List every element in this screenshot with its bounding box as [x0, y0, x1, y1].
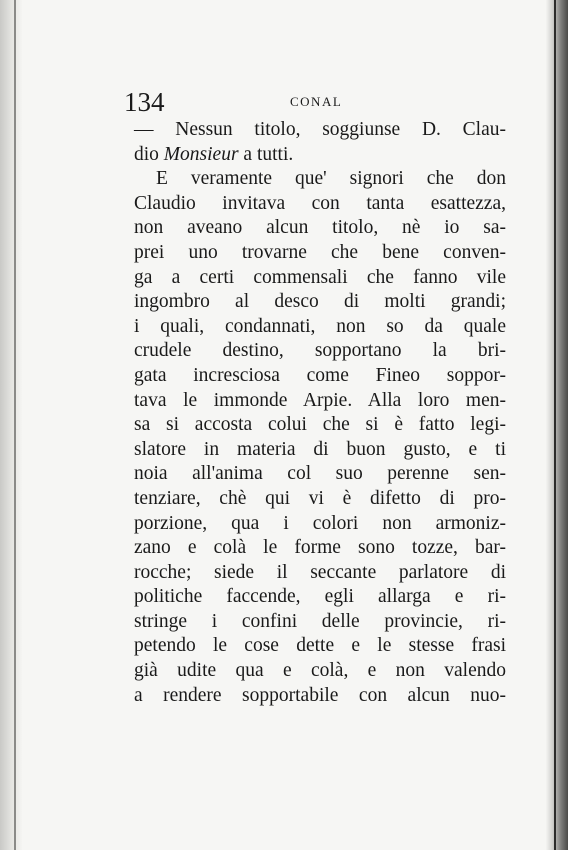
page-header [124, 88, 506, 116]
page-number: 134 [124, 87, 165, 117]
text-line: tava le immonde Arpie. Alla loro men- [134, 389, 506, 411]
text-line: ingombro al desco di molti grandi; [134, 291, 506, 313]
text-line: ga a certi commensali che fanno vile [134, 266, 506, 288]
text-line: E veramente que' signori che don [156, 168, 506, 190]
page-right-border-line [554, 0, 556, 850]
text-fragment: dio [134, 143, 164, 165]
running-title: CONAL [290, 94, 343, 109]
text-line: già udite qua e colà, e non valendo [134, 660, 506, 682]
text-line: Claudio invitava con tanta esattezza, [134, 192, 506, 214]
text-line: rocche; siede il seccante parlatore di [134, 561, 506, 583]
body-text [134, 118, 506, 708]
italic-word: Monsieur [163, 143, 239, 165]
text-line: noia all'anima col suo perenne sen- [134, 463, 506, 485]
text-line: a rendere sopportabile con alcun nuo- [134, 684, 506, 706]
text-line: stringe i confini delle provincie, ri- [134, 610, 506, 632]
text-line: gata incresciosa come Fineo soppor- [134, 364, 506, 386]
text-line: slatore in materia di buon gusto, e ti [134, 438, 506, 460]
text-fragment: a tutti. [238, 143, 294, 165]
page-left-border-line [14, 0, 16, 850]
text-line: tenziare, chè qui vi è difetto di pro- [134, 487, 506, 509]
text-line: — Nessun titolo, soggiunse D. Clau- [134, 119, 506, 140]
text-line [134, 143, 506, 168]
text-line: petendo le cose dette e le stesse frasi [134, 635, 506, 657]
text-line: sa si accosta colui che si è fatto legi- [134, 414, 506, 436]
text-line: porzione, qua i colori non armoniz- [134, 512, 506, 534]
text-line: prei uno trovarne che bene conven- [134, 241, 506, 263]
text-line: crudele destino, sopportano la bri- [134, 340, 506, 362]
text-line: zano e colà le forme sono tozze, bar- [134, 537, 506, 559]
text-line: non aveano alcun titolo, nè io sa- [134, 217, 506, 239]
page-right-edge [546, 0, 568, 850]
page-left-edge [0, 0, 22, 850]
text-line: politiche faccende, egli allarga e ri- [134, 586, 506, 608]
text-line: i quali, condannati, non so da quale [134, 315, 506, 337]
